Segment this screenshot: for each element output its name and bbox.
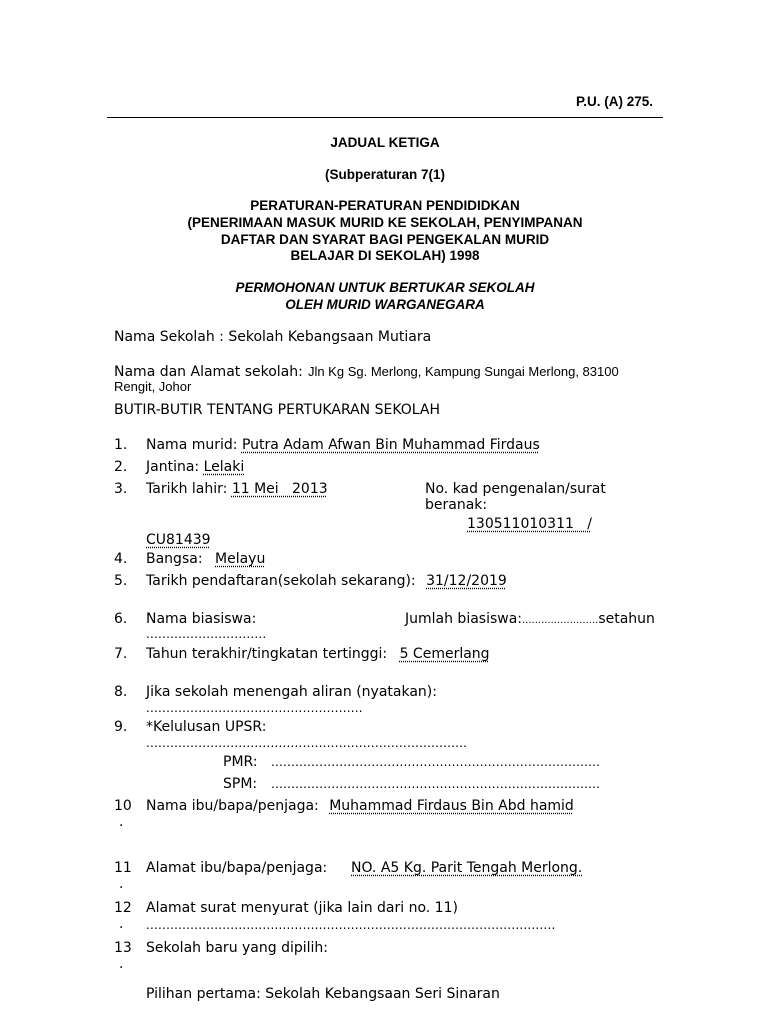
parent-name-value: Muhammad Firdaus Bin Abd hamid <box>329 798 574 814</box>
mailing-address-dots: ...................................................................................................... <box>146 918 556 932</box>
item-number-11: 11 <box>114 860 132 876</box>
scholarship-amount-dots: ........................ <box>522 615 599 626</box>
school-name-value: Sekolah Kebangsaan Mutiara <box>228 329 432 345</box>
item-number-11-dot: . <box>119 876 124 892</box>
scholarship-name-dots: .............................. <box>146 627 267 641</box>
regulation-line-1: PERATURAN-PERATURAN PENDIDIDKAN <box>250 198 520 213</box>
section-heading: BUTIR-BUTIR TENTANG PERTUKARAN SEKOLAH <box>114 402 440 418</box>
school-address-label: Nama dan Alamat sekolah: <box>114 364 303 380</box>
gender-value: Lelaki <box>203 459 245 475</box>
item-number-13-dot: . <box>119 956 124 972</box>
first-choice-school: Pilihan pertama: Sekolah Kebangsaan Seri Sinaran <box>146 986 500 1002</box>
item-number-2: 2. <box>114 459 128 475</box>
new-school-label: Sekolah baru yang dipilih: <box>146 940 329 956</box>
race-value: Melayu <box>215 551 266 567</box>
regulation-line-2: (PENERIMAAN MASUK MURID KE SEKOLAH, PENYIMPANAN <box>187 215 583 230</box>
schedule-subtitle: (Subperaturan 7(1) <box>324 167 446 182</box>
item-number-8: 8. <box>114 684 128 700</box>
student-name-label: Nama murid: <box>146 437 238 453</box>
spm-dots: .................................................................................. <box>271 777 601 791</box>
item-number-5: 5. <box>114 573 128 589</box>
birth-date-value: 11 Mei 2013 <box>231 481 328 497</box>
gender-label: Jantina: <box>146 459 200 475</box>
item-number-10: 10 <box>114 798 132 814</box>
schedule-title: JADUAL KETIGA <box>330 135 440 150</box>
item-number-12: 12 <box>114 900 132 916</box>
upsr-dots: ................................................................................ <box>146 736 468 750</box>
registration-date-label: Tarikh pendaftaran(sekolah sekarang): <box>146 573 416 589</box>
id-value-line-1: 130511010311 / <box>467 516 592 532</box>
parent-name-row <box>146 798 574 814</box>
upsr-label: *Kelulusan UPSR: <box>146 719 267 735</box>
secondary-stream-label: Jika sekolah menengah aliran (nyatakan): <box>146 684 437 700</box>
form-title-line-2: OLEH MURID WARGANEGARA <box>285 297 485 312</box>
parent-name-label: Nama ibu/bapa/penjaga: <box>146 798 319 814</box>
regulation-line-3: DAFTAR DAN SYARAT BAGI PENGEKALAN MURID <box>220 232 550 247</box>
school-address-line-2: Rengit, Johor <box>114 379 192 394</box>
pmr-dots: .................................................................................. <box>271 755 601 769</box>
scholarship-name-label: Nama biasiswa: <box>146 611 257 627</box>
secondary-stream-dots: ...................................................... <box>146 701 363 715</box>
gender-row <box>146 459 244 475</box>
pmr-label: PMR: <box>223 754 258 770</box>
school-address-line-1: Jln Kg Sg. Merlong, Kampung Sungai Merlong, 83100 <box>307 364 619 379</box>
form-title-line-1: PERMOHONAN UNTUK BERTUKAR SEKOLAH <box>235 280 535 295</box>
scholarship-amount-label: Jumlah biasiswa: <box>405 611 523 627</box>
birth-date-row <box>146 481 328 497</box>
item-number-7: 7. <box>114 646 128 662</box>
id-label-line-2: beranak: <box>425 497 488 513</box>
parent-address-label: Alamat ibu/bapa/penjaga: <box>146 860 328 876</box>
race-label: Bangsa: <box>146 551 203 567</box>
scholarship-amount-row <box>405 611 655 627</box>
item-number-6: 6. <box>114 611 128 627</box>
mailing-address-label: Alamat surat menyurat (jika lain dari no. 11) <box>146 900 458 916</box>
parent-address-value: NO. A5 Kg. Parit Tengah Merlong. <box>351 860 583 876</box>
item-number-13: 13 <box>114 940 132 956</box>
header-divider <box>107 117 663 118</box>
item-number-10-dot: . <box>119 814 124 830</box>
student-name-row <box>146 437 540 453</box>
item-number-9: 9. <box>114 719 128 735</box>
school-address-row <box>114 361 619 380</box>
id-value-line-2: CU81439 <box>146 532 211 548</box>
race-row <box>146 551 265 567</box>
registration-date-row <box>146 573 507 589</box>
registration-date-value: 31/12/2019 <box>426 573 507 589</box>
item-number-3: 3. <box>114 481 128 497</box>
spm-label: SPM: <box>223 776 258 792</box>
item-number-12-dot: . <box>119 916 124 932</box>
school-name-row <box>114 329 431 345</box>
reference-number: P.U. (A) 275. <box>576 94 654 109</box>
student-name-value: Putra Adam Afwan Bin Muhammad Firdaus <box>241 437 540 453</box>
scholarship-amount-suffix: setahun <box>598 611 655 627</box>
last-form-value: 5 Cemerlang <box>399 646 490 662</box>
item-number-4: 4. <box>114 551 128 567</box>
last-form-label: Tahun terakhir/tingkatan tertinggi: <box>146 646 388 662</box>
id-label-line-1: No. kad pengenalan/surat <box>425 481 606 497</box>
last-form-row <box>146 646 490 662</box>
birth-date-label: Tarikh lahir: <box>146 481 228 497</box>
item-number-1: 1. <box>114 437 128 453</box>
school-name-label: Nama Sekolah : <box>114 329 224 345</box>
regulation-line-4: BELAJAR DI SEKOLAH) 1998 <box>290 248 480 263</box>
